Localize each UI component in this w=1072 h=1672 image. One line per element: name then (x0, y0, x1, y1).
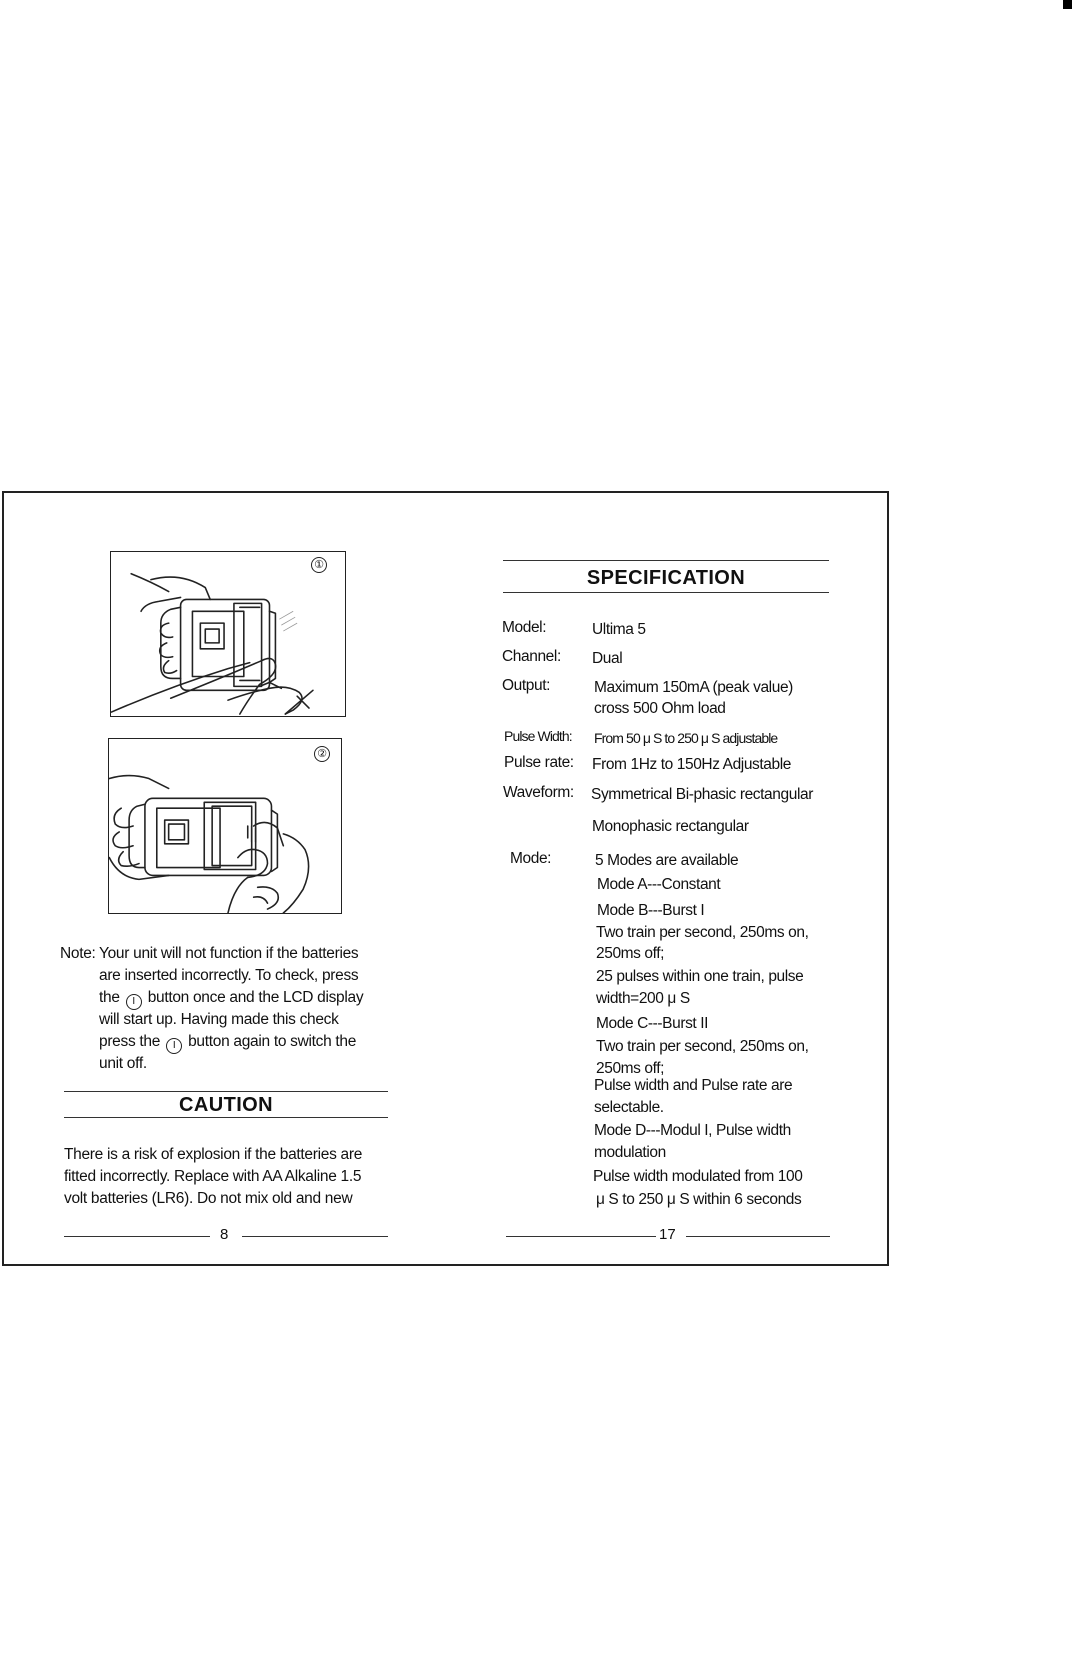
spec-mode-line: Mode B---Burst I (597, 902, 705, 919)
thumb-pressing-battery-cover-illustration (109, 739, 341, 913)
note-line: unit off. (99, 1055, 147, 1072)
battery-insert-figure-2 (108, 738, 342, 914)
note-text: button again to switch the (188, 1033, 357, 1050)
battery-insert-figure-1 (110, 551, 346, 717)
spec-mode-line: Pulse width modulated from 100 (593, 1168, 803, 1185)
spec-mode-line: Two train per second, 250ms on, (596, 924, 809, 941)
spec-mode-line: width=200 μ S (596, 990, 690, 1007)
spec-mode-line: μ S to 250 μ S within 6 seconds (596, 1191, 802, 1208)
caution-line: fitted incorrectly. Replace with AA Alkaline 1.5 (64, 1168, 362, 1185)
spec-mode-line: 250ms off; (596, 1060, 665, 1077)
footer-rule-right (686, 1236, 830, 1237)
spec-rule-bottom (503, 592, 829, 593)
spec-mode-line: Two train per second, 250ms on, (596, 1038, 809, 1055)
spec-label-waveform: Waveform: (503, 784, 574, 801)
note-line: Your unit will not function if the batteries (99, 945, 359, 962)
spec-label-mode: Mode: (510, 850, 552, 867)
power-button-icon: I (166, 1038, 182, 1054)
hand-opening-battery-cover-illustration (111, 552, 345, 716)
spec-label-channel: Channel: (502, 648, 561, 665)
spec-value-model: Ultima 5 (592, 621, 646, 638)
spec-value-output-line: cross 500 Ohm load (594, 700, 726, 717)
note-line (99, 987, 363, 1010)
footer-rule-left (64, 1236, 210, 1237)
note-label: Note: (60, 945, 96, 962)
spec-mode-line: Mode A---Constant (597, 876, 721, 893)
spec-mode-line: Pulse width and Pulse rate are (594, 1077, 793, 1094)
spec-label-pulse-rate: Pulse rate: (504, 754, 574, 771)
spec-mode-line: Mode C---Burst II (596, 1015, 709, 1032)
note-line: are inserted incorrectly. To check, press (99, 967, 359, 984)
scan-corner-mark (1063, 0, 1072, 9)
spec-value-pulse-width: From 50 μ S to 250 μ S adjustable (594, 730, 778, 746)
spec-mode-line: selectable. (594, 1099, 664, 1116)
spec-mode-line: 250ms off; (596, 945, 665, 962)
figure-number-badge: ② (314, 746, 330, 762)
spec-mode-line: modulation (594, 1144, 666, 1161)
figure-number-badge: ① (311, 557, 327, 573)
footer-rule-right (242, 1236, 388, 1237)
spec-value-output-line: Maximum 150mA (peak value) (594, 679, 793, 696)
spec-label-pulse-width: Pulse Width: (504, 728, 572, 744)
spec-value-channel: Dual (592, 650, 623, 667)
spec-label-output: Output: (502, 677, 551, 694)
specification-title: SPECIFICATION (586, 567, 746, 589)
spec-mode-line: 5 Modes are available (595, 852, 739, 869)
spec-value-waveform-line: Monophasic rectangular (592, 818, 749, 835)
spec-mode-line: Mode D---Modul I, Pulse width (594, 1122, 791, 1139)
spec-mode-line: 25 pulses within one train, pulse (596, 968, 804, 985)
power-button-icon: I (126, 994, 142, 1010)
note-text: the (99, 989, 120, 1006)
spec-label-model: Model: (502, 619, 547, 636)
note-line: will start up. Having made this check (99, 1011, 339, 1028)
footer-rule-left (506, 1236, 656, 1237)
spec-value-waveform-line: Symmetrical Bi-phasic rectangular (591, 786, 813, 803)
note-line (99, 1031, 356, 1054)
page-number: 8 (220, 1226, 229, 1243)
spec-rule-top (503, 560, 829, 561)
note-text: press the (99, 1033, 161, 1050)
caution-title: CAUTION (179, 1094, 273, 1116)
caution-line: volt batteries (LR6). Do not mix old and new (64, 1190, 353, 1207)
caution-rule-top (64, 1091, 388, 1092)
caution-rule-bottom (64, 1117, 388, 1118)
note-text: button once and the LCD display (147, 989, 364, 1006)
page-number: 17 (659, 1226, 676, 1243)
spec-value-pulse-rate: From 1Hz to 150Hz Adjustable (592, 756, 792, 773)
caution-line: There is a risk of explosion if the batteries are (64, 1146, 363, 1163)
